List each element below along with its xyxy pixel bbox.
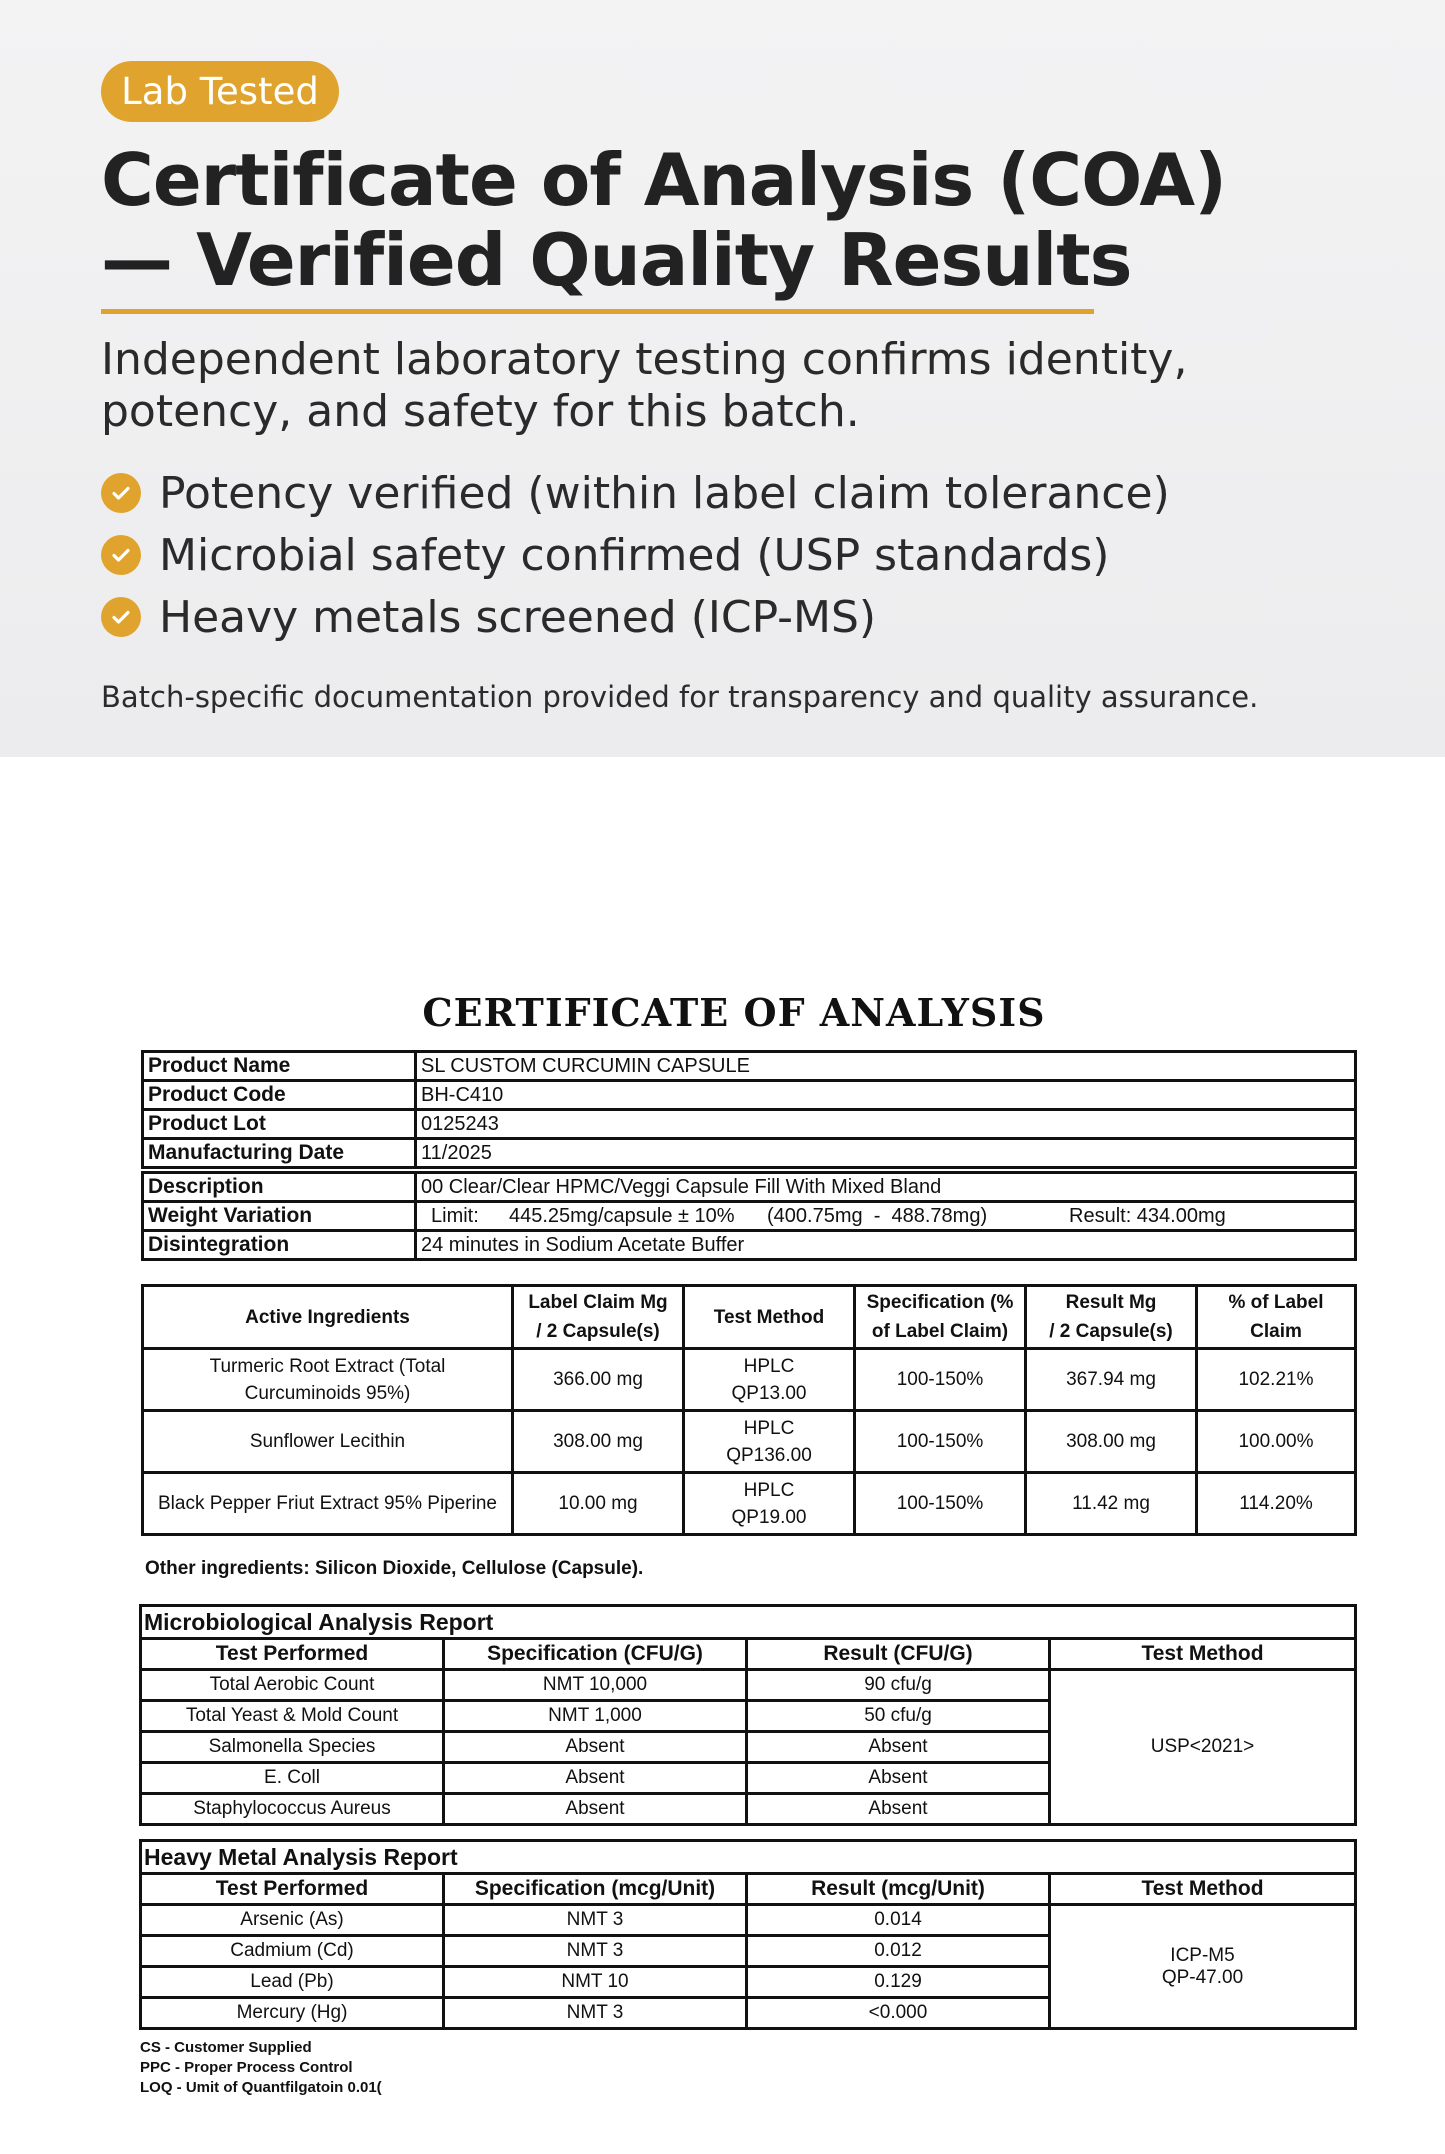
test-name: Cadmium (Cd) <box>141 1936 444 1967</box>
description-value: 00 Clear/Clear HPMC/Veggi Capsule Fill With Mixed Bland <box>416 1173 1356 1202</box>
result: 50 cfu/g <box>747 1701 1050 1732</box>
specification: Absent <box>444 1732 747 1763</box>
table-row <box>143 1052 1356 1081</box>
column-header: Test Method <box>1050 1639 1356 1670</box>
weight-variation-value <box>416 1202 1356 1231</box>
specification: 100-150% <box>855 1411 1026 1473</box>
column-header: Specification (CFU/G) <box>444 1639 747 1670</box>
specification: NMT 3 <box>444 1936 747 1967</box>
table-row <box>143 1081 1356 1110</box>
test-method: USP<2021> <box>1050 1670 1356 1825</box>
title-underline <box>101 309 1094 314</box>
column-header: Test Method <box>684 1286 855 1349</box>
ingredients-table <box>141 1284 1357 1536</box>
info-value: 11/2025 <box>416 1139 1356 1168</box>
ingredient-name: Black Pepper Friut Extract 95% Piperine <box>143 1473 513 1535</box>
result: 0.129 <box>747 1967 1050 1998</box>
column-header: Result Mg / 2 Capsule(s) <box>1026 1286 1197 1349</box>
result: Absent <box>747 1794 1050 1825</box>
column-header: Specification (mcg/Unit) <box>444 1874 747 1905</box>
test-name: Salmonella Species <box>141 1732 444 1763</box>
info-value: BH-C410 <box>416 1081 1356 1110</box>
specification: NMT 10,000 <box>444 1670 747 1701</box>
disintegration-value: 24 minutes in Sodium Acetate Buffer <box>416 1231 1356 1260</box>
test-name: Lead (Pb) <box>141 1967 444 1998</box>
subtitle <box>101 334 1351 438</box>
info-label: Product Name <box>143 1052 416 1081</box>
table-row <box>141 1670 1356 1701</box>
limit-label: Limit: <box>431 1204 479 1227</box>
test-name: Staphylococcus Aureus <box>141 1794 444 1825</box>
result: Absent <box>747 1732 1050 1763</box>
ingredient-name: Sunflower Lecithin <box>143 1411 513 1473</box>
info-label: Product Lot <box>143 1110 416 1139</box>
specification: Absent <box>444 1794 747 1825</box>
checklist-item <box>101 586 1351 648</box>
test-method: ICP-M5 QP-47.00 <box>1050 1905 1356 2029</box>
heavy-metal-table <box>139 1839 1357 2030</box>
checklist-item <box>101 524 1351 586</box>
column-header: Label Claim Mg / 2 Capsule(s) <box>513 1286 684 1349</box>
column-header: Result (mcg/Unit) <box>747 1874 1050 1905</box>
lab-tested-badge: Lab Tested <box>101 61 339 122</box>
table-header-row <box>141 1639 1356 1670</box>
other-ingredients: Other ingredients: Silicon Dioxide, Cellulose (Capsule). <box>145 1558 644 1579</box>
specification: 100-150% <box>855 1473 1026 1535</box>
column-header: Result (CFU/G) <box>747 1639 1050 1670</box>
table-header-row <box>143 1286 1356 1349</box>
info-label: Manufacturing Date <box>143 1139 416 1168</box>
column-header: % of Label Claim <box>1197 1286 1356 1349</box>
test-method: HPLC QP13.00 <box>684 1349 855 1411</box>
check-circle-icon <box>101 535 141 575</box>
info-label: Product Code <box>143 1081 416 1110</box>
column-header: Specification (% of Label Claim) <box>855 1286 1026 1349</box>
table-row <box>141 1905 1356 1936</box>
test-name: Total Yeast & Mold Count <box>141 1701 444 1732</box>
specification: NMT 10 <box>444 1967 747 1998</box>
limit-value: 445.25mg/capsule ± 10% <box>509 1204 735 1227</box>
table-row <box>143 1349 1356 1411</box>
label-claim: 10.00 mg <box>513 1473 684 1535</box>
disintegration-label: Disintegration <box>143 1231 416 1260</box>
label-claim: 366.00 mg <box>513 1349 684 1411</box>
legend-item: LOQ - Umit of Quantfilgatoin 0.01( <box>140 2079 382 2096</box>
check-circle-icon <box>101 597 141 637</box>
column-header: Test Method <box>1050 1874 1356 1905</box>
table-row <box>143 1231 1356 1260</box>
table-row <box>143 1202 1356 1231</box>
result: 0.012 <box>747 1936 1050 1967</box>
test-method: HPLC QP19.00 <box>684 1473 855 1535</box>
subtitle-line-2: potency, and safety for this batch. <box>101 386 860 437</box>
table-row <box>143 1139 1356 1168</box>
checklist-text: Potency verified (within label claim tolerance) <box>159 467 1170 519</box>
hero-footnote: Batch-specific documentation provided for transparency and quality assurance. <box>101 680 1259 714</box>
specification: NMT 3 <box>444 1998 747 2029</box>
percent-label-claim: 102.21% <box>1197 1349 1356 1411</box>
result: 90 cfu/g <box>747 1670 1050 1701</box>
title-line-1: Certificate of Analysis (COA) <box>101 138 1227 222</box>
percent-label-claim: 100.00% <box>1197 1411 1356 1473</box>
weight-result: Result: 434.00mg <box>1069 1204 1226 1227</box>
result: 0.014 <box>747 1905 1050 1936</box>
percent-label-claim: 114.20% <box>1197 1473 1356 1535</box>
limit-range: (400.75mg - 488.78mg) <box>767 1204 988 1227</box>
column-header: Active Ingredients <box>143 1286 513 1349</box>
abbreviation-legend <box>140 2038 382 2098</box>
page-title <box>101 140 1351 300</box>
checklist <box>101 462 1351 648</box>
subtitle-line-1: Independent laboratory testing confirms identity, <box>101 334 1188 385</box>
label-claim: 308.00 mg <box>513 1411 684 1473</box>
legend-item: PPC - Proper Process Control <box>140 2059 353 2076</box>
table-row <box>143 1173 1356 1202</box>
specification: NMT 3 <box>444 1905 747 1936</box>
table-title-row <box>141 1841 1356 1874</box>
specification: 100-150% <box>855 1349 1026 1411</box>
specification: NMT 1,000 <box>444 1701 747 1732</box>
column-header: Test Performed <box>141 1639 444 1670</box>
section-title: Microbiological Analysis Report <box>141 1606 1356 1639</box>
result: Absent <box>747 1763 1050 1794</box>
checklist-text: Microbial safety confirmed (USP standards) <box>159 529 1110 581</box>
table-title-row <box>141 1606 1356 1639</box>
checklist-item <box>101 462 1351 524</box>
result: 11.42 mg <box>1026 1473 1197 1535</box>
hero-section <box>0 0 1445 757</box>
info-value: SL CUSTOM CURCUMIN CAPSULE <box>416 1052 1356 1081</box>
test-name: E. Coll <box>141 1763 444 1794</box>
result: 308.00 mg <box>1026 1411 1197 1473</box>
test-name: Arsenic (As) <box>141 1905 444 1936</box>
product-info-table <box>141 1050 1357 1261</box>
result: 367.94 mg <box>1026 1349 1197 1411</box>
info-value: 0125243 <box>416 1110 1356 1139</box>
column-header: Test Performed <box>141 1874 444 1905</box>
ingredient-name: Turmeric Root Extract (Total Curcuminoids 95%) <box>143 1349 513 1411</box>
weight-variation-label: Weight Variation <box>143 1202 416 1231</box>
table-row <box>143 1411 1356 1473</box>
description-label: Description <box>143 1173 416 1202</box>
title-line-2: — Verified Quality Results <box>101 218 1132 302</box>
result: <0.000 <box>747 1998 1050 2029</box>
section-title: Heavy Metal Analysis Report <box>141 1841 1356 1874</box>
table-row <box>143 1110 1356 1139</box>
microbiological-table <box>139 1604 1357 1826</box>
check-circle-icon <box>101 473 141 513</box>
checklist-text: Heavy metals screened (ICP-MS) <box>159 591 877 643</box>
table-header-row <box>141 1874 1356 1905</box>
test-method: HPLC QP136.00 <box>684 1411 855 1473</box>
specification: Absent <box>444 1763 747 1794</box>
legend-item: CS - Customer Supplied <box>140 2039 312 2056</box>
test-name: Mercury (Hg) <box>141 1998 444 2029</box>
table-row <box>143 1473 1356 1535</box>
test-name: Total Aerobic Count <box>141 1670 444 1701</box>
certificate-title: CERTIFICATE OF ANALYSIS <box>422 990 1046 1035</box>
